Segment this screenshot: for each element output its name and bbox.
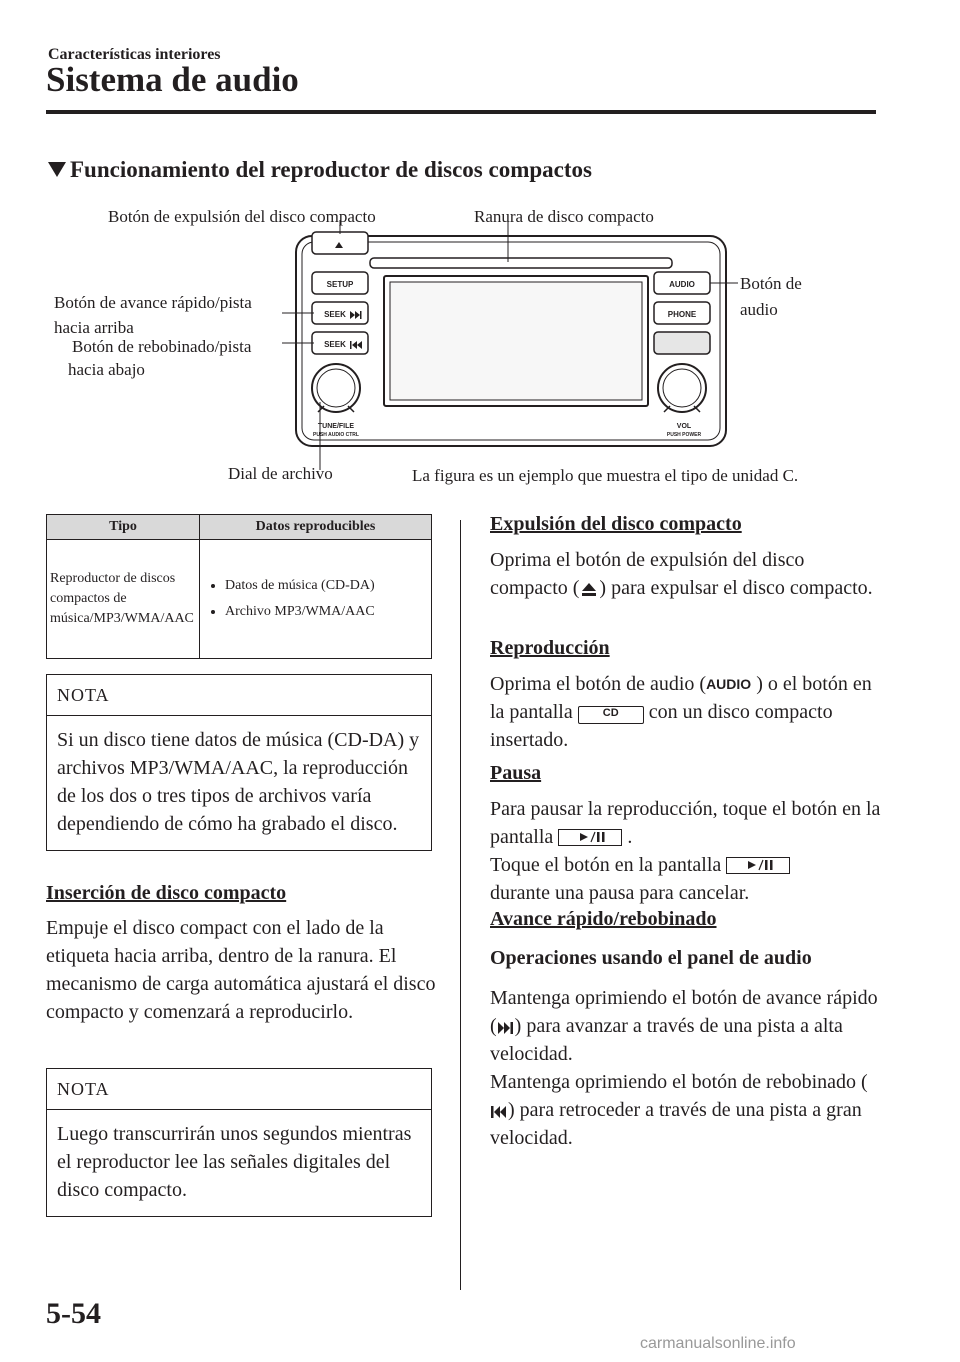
table-header-type: Tipo (47, 515, 200, 540)
note-title: NOTA (47, 675, 431, 716)
table-cell-type: Reproductor de discos compactos de música/MP3/WMA/AAC (47, 540, 200, 659)
footer-watermark: carmanualsonline.info (640, 1335, 796, 1352)
ff-button-label-2: hacia arriba (54, 318, 134, 337)
audio-button-icon: AUDIO (706, 676, 752, 692)
note-title: NOTA (47, 1069, 431, 1110)
rew-button-label-2: hacia abajo (68, 360, 145, 379)
table-data-item: • Datos de música (CD-DA) (225, 576, 428, 596)
note-body: Luego transcurrirán unos segundos mientras el reproductor lee las señales digitales del disco compacto. (57, 1123, 412, 1201)
cd-slot-label: Ranura de disco compacto (474, 207, 654, 226)
fast-forward-icon (497, 1020, 515, 1036)
ffrew-title: Avance rápido/rebobinado (490, 908, 717, 930)
insert-title: Inserción de disco compacto (46, 882, 287, 904)
file-dial (312, 364, 360, 412)
vol-label: VOL (676, 423, 692, 430)
vol-sub-label: PUSH POWER (666, 432, 702, 438)
eject-body: Oprima el botón de expulsión del disco compacto ( ) para expulsar el disco compacto. (490, 549, 873, 599)
note-box-1 (46, 674, 432, 851)
rewind-icon (490, 1104, 508, 1120)
figure-caption: La figura es un ejemplo que muestra el tipo de unidad C. (412, 466, 799, 485)
cd-slot (370, 258, 672, 268)
pause-title: Pausa (490, 762, 542, 784)
seek-down-label: SEEK (324, 340, 346, 349)
table-header-data: Datos reproducibles (200, 515, 432, 540)
page-title: Sistema de audio (46, 60, 299, 99)
play-pause-icon (726, 857, 790, 875)
setup-label: SETUP (326, 280, 354, 289)
table-cell-data (200, 540, 432, 659)
section-heading-text: Funcionamiento del reproductor de discos compactos (70, 157, 592, 182)
rew-button-label-1: Botón de rebobinado/pista (72, 337, 252, 356)
eject-button (312, 232, 368, 254)
section-name: Características interiores (48, 46, 221, 63)
spec-table (46, 514, 432, 659)
tune-label: TUNE/FILE (317, 423, 355, 430)
table-data-item: • Archivo MP3/WMA/AAC (225, 602, 428, 622)
page-number: 5-54 (46, 1297, 101, 1330)
ff-button-label-1: Botón de avance rápido/pista (54, 293, 252, 312)
playback-title: Reproducción (490, 637, 610, 659)
ffrew-subtitle: Operaciones usando el panel de audio (490, 947, 812, 969)
ffrew-body: Mantenga oprimiendo el botón de avance rápido ( ) para avanzar a través de una pista a alta velocidad. Mantenga oprimiendo el botón de rebobinado () para retroceder a través de una pista a gran velocidad. (490, 987, 878, 1149)
playback-body: Oprima el botón de audio (AUDIO ) o el botón en la pantalla CD con un disco compacto insertado. (490, 670, 882, 754)
note-box-2 (46, 1068, 432, 1217)
note-body: Si un disco tiene datos de música (CD-DA) y archivos MP3/WMA/AAC, la reproducción de los dos o tres tipos de archivos varía dependiendo de cómo ha grabado el disco. (57, 729, 420, 835)
phone-label: PHONE (667, 310, 697, 319)
insert-body: Empuje el disco compact con el lado de la etiqueta hacia arriba, dentro de la ranura. El mecanismo de carga automática ajustará el disco compacto y comenzará a reproducirlo. (46, 917, 436, 1023)
volume-knob (658, 364, 706, 412)
file-dial-label: Dial de archivo (228, 464, 333, 483)
seek-up-label: SEEK (324, 310, 346, 319)
pause-body: Para pausar la reproducción, toque el botón en la pantalla . Toque el botón en la pantalla durante una pausa para cancelar. (490, 798, 881, 904)
tune-sub-label: PUSH AUDIO CTRL (313, 432, 359, 438)
eject-title: Expulsión del disco compacto (490, 513, 742, 535)
audio-button-label-2: audio (740, 300, 778, 319)
audio-unit-figure (0, 0, 960, 500)
eject-icon (579, 580, 599, 598)
audio-label: AUDIO (669, 280, 695, 289)
play-pause-icon (558, 829, 622, 847)
cd-screen-button-icon: CD (578, 706, 644, 724)
audio-unit-drawing (0, 0, 960, 500)
audio-button-label-1: Botón de (740, 274, 802, 293)
eject-button-label: Botón de expulsión del disco compacto (108, 207, 376, 226)
column-divider (460, 520, 461, 1290)
